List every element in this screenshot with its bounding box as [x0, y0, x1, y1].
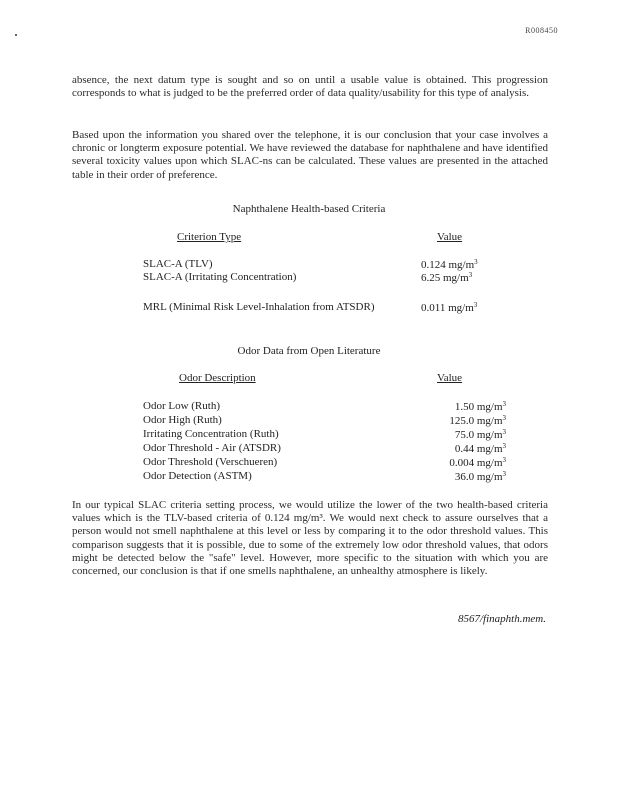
- odor-row-value: 0.44 $mg/m^3$: [454, 442, 506, 455]
- odor-row-description: Odor Detection (ASTM): [143, 470, 252, 482]
- paragraph-2: Based upon the information you shared over the telephone, it is our conclusion that your case involves a chronic or longterm exposure potential. We have reviewed the database for naphthalene and have identified several toxicity values upon which SLAC-ns can be calculated. These values are presented in the attached table in their order of preference.: [72, 129, 548, 181]
- odor-row-value: 36.0 $mg/m^3$: [454, 470, 506, 483]
- health-row-value: 0.011 $mg/m^3$: [421, 301, 478, 314]
- odor-row-value: 0.004 $mg/m^3$: [449, 456, 506, 469]
- health-value-header: Value: [437, 231, 463, 243]
- odor-description-header: Odor Description: [179, 372, 256, 384]
- file-reference: 8567/finaphth.mem.: [458, 613, 546, 625]
- odor-row-description: Odor Threshold - Air (ATSDR): [143, 442, 281, 454]
- paragraph-3: In our typical SLAC criteria setting process, we would utilize the lower of the two health-based criteria values which is the TLV-based criteria of 0.124 mg/m³. We would next check to assure ourselves that a person would not smell naphthalene at this level or less by comparing it to the odor threshold values. This comparison suggests that it is possible, due to some of the extremely low odor threshold values, that odors might be detected below the "safe" level. However, more specific to the situation with which you are concerned, our conclusion is that if one smells naphthalene, an unhealthy atmosphere is likely.: [72, 499, 548, 578]
- odor-table-title: Odor Data from Open Literature: [237, 345, 381, 357]
- odor-row-value: 1.50 $mg/m^3$: [454, 400, 506, 413]
- health-row-criterion: SLAC-A (Irritating Concentration): [143, 271, 297, 283]
- odor-row-value: 125.0 $mg/m^3$: [449, 414, 506, 427]
- document-id: R008450: [525, 26, 558, 35]
- health-table-title: Naphthalene Health-based Criteria: [232, 203, 386, 215]
- odor-row-description: Irritating Concentration (Ruth): [143, 428, 279, 440]
- odor-value-header: Value: [437, 372, 463, 384]
- scan-speck: [15, 34, 17, 36]
- health-row-criterion: SLAC-A (TLV): [143, 258, 213, 270]
- paragraph-1: absence, the next datum type is sought and so on until a usable value is obtained. This progression corresponds to what is judged to be the preferred order of data quality/usability for this type of analysis.: [72, 74, 548, 100]
- criterion-type-header: Criterion Type: [177, 231, 242, 243]
- odor-row-value: 75.0 $mg/m^3$: [454, 428, 506, 441]
- health-row-value: 0.124 $mg/m^3$: [421, 258, 478, 271]
- odor-row-description: Odor Low (Ruth): [143, 400, 220, 412]
- health-row-value: 6.25 $mg/m^3$: [421, 271, 473, 284]
- odor-row-description: Odor Threshold (Verschueren): [143, 456, 278, 468]
- health-row-criterion: MRL (Minimal Risk Level-Inhalation from ATSDR): [143, 301, 375, 313]
- odor-row-description: Odor High (Ruth): [143, 414, 222, 426]
